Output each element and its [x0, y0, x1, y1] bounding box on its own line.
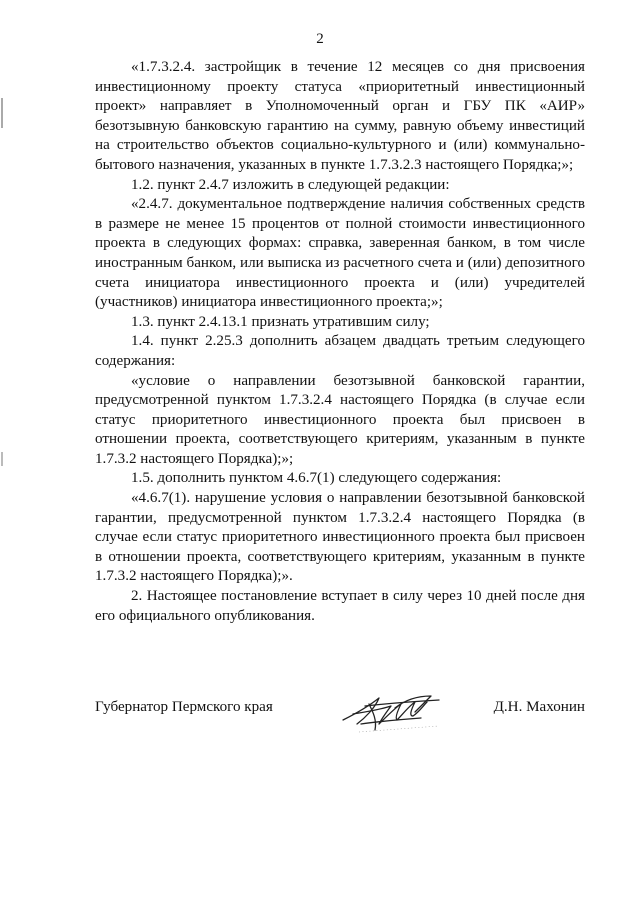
page-number: 2 — [316, 31, 324, 47]
paragraph-condition: «условие о направлении безотзывной банковской гарантии, предусмотренной пунктом 1.7.3.2.4 настоящего Порядка (в случае если статус приоритетного инвестиционного проекта был присвоен в отношении проекта, соответствующего критериям, указанным в пункте 1.7.3.2 настоящего Порядка);»; — [95, 372, 585, 467]
paragraph-2-4-7: «2.4.7. документальное подтверждение наличия собственных средств в размере не менее 15 процентов от полной стоимости инвестиционного проекта в следующих формах: справка, заверенная банком, в том числе иностранным банком, или выписка из расчетного счета и (или) депозитного счета инициатора инвестиционного проекта и (или) учредителей (участников) инициатора инвестиционного проекта;»; — [95, 196, 585, 311]
scan-edge-marks — [0, 0, 6, 905]
signatory-position: Губернатор Пермского края — [95, 699, 273, 715]
paragraph-1-3: 1.3. пункт 2.4.13.1 признать утратившим силу; — [131, 313, 430, 330]
signatory-name: Д.Н. Махонин — [493, 699, 585, 715]
paragraph-1-7-3-2-4: «1.7.3.2.4. застройщик в течение 12 месяцев со дня присвоения инвестиционному проекту статуса «приоритетный инвестиционный проект» направляет в Уполномоченный орган и ГБУ ПК «АИР» безотзывную банковскую гарантию на сумму, равную объему инвестиций на строительство объектов социально-культурного и (или) коммунально-бытового назначения, указанных в пункте 1.7.3.2.3 настоящего Порядка;»; — [95, 59, 585, 173]
paragraph-1-2: 1.2. пункт 2.4.7 изложить в следующей редакции: — [131, 176, 450, 193]
paragraph-1-4: 1.4. пункт 2.25.3 дополнить абзацем двадцать третьим следующего содержания: — [95, 333, 585, 369]
paragraph-4-6-7-1: «4.6.7(1). нарушение условия о направлении безотзывной банковской гарантии, предусмотренной пунктом 1.7.3.2.4 настоящего Порядка (в случае если статус приоритетного инвестиционного проекта был присвоен в отношении проекта, соответствующего критериям, указанным в пункте 1.7.3.2 настоящего Порядка);». — [95, 490, 585, 585]
paragraph-2-effective-date: 2. Настоящее постановление вступает в силу через 10 дней после дня его официального опубликования. — [95, 588, 585, 624]
handwritten-signature — [335, 684, 447, 744]
signature-block — [95, 698, 585, 758]
paragraph-1-5: 1.5. дополнить пунктом 4.6.7(1) следующего содержания: — [131, 470, 502, 487]
document-body — [95, 58, 585, 626]
